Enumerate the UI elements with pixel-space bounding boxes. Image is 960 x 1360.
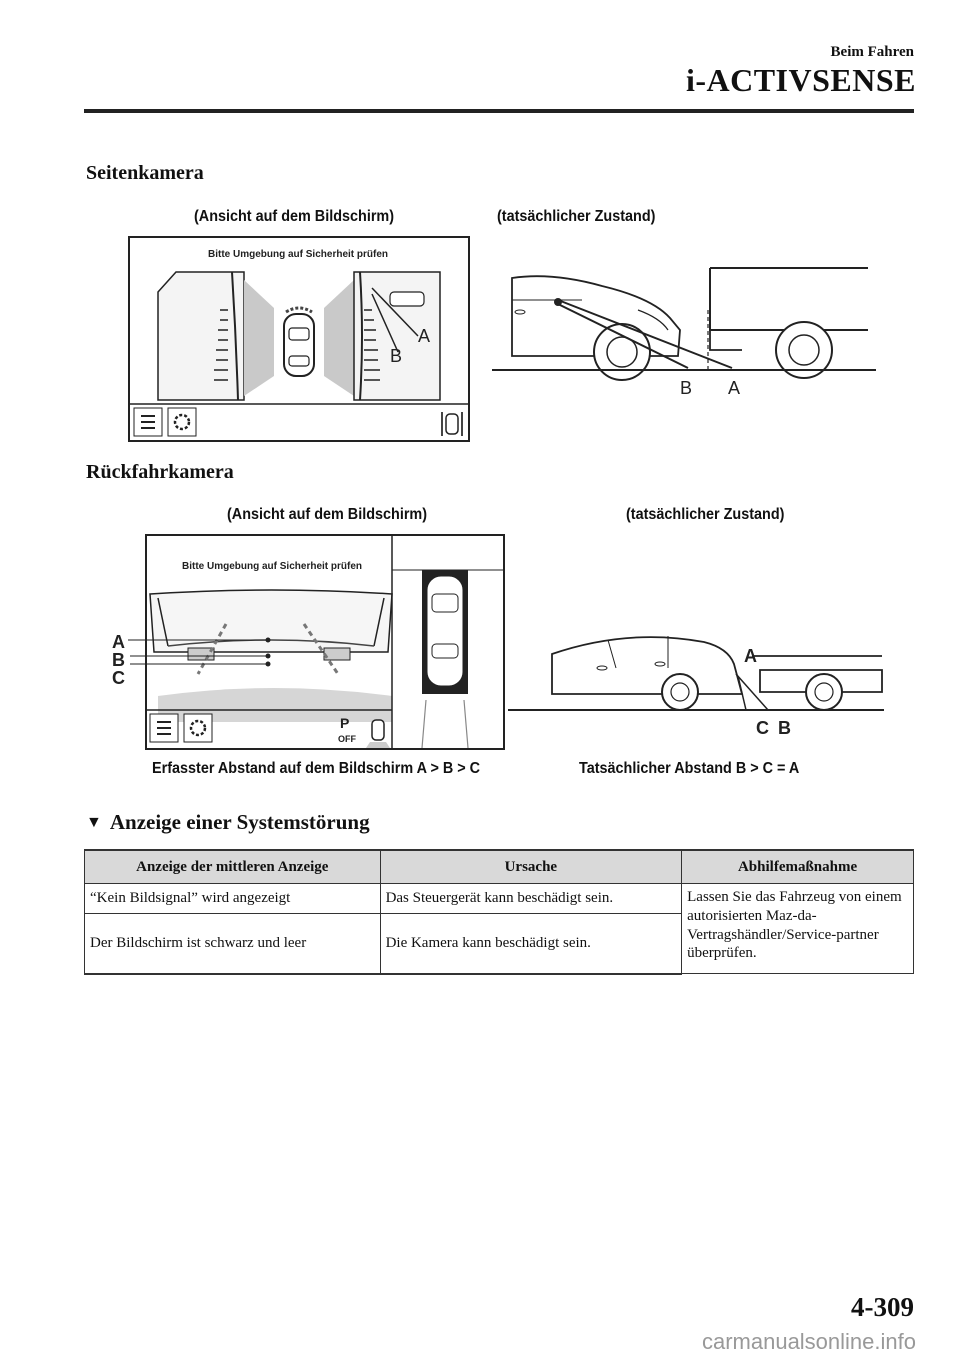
- row-cause-cell: Das Steuergerät kann beschädigt sein.: [380, 884, 682, 914]
- triangle-marker-icon: ▼: [86, 814, 102, 831]
- rear-screen-banner: Bitte Umgebung auf Sicherheit prüfen: [181, 561, 363, 572]
- column-header-remedy: Abhilfemaßnahme: [682, 850, 914, 884]
- side-camera-actual-figure: [492, 260, 876, 400]
- rear-camera-actual-figure: [508, 624, 884, 742]
- column-header-cause: Ursache: [380, 850, 682, 884]
- rear-camera-title: Rückfahrkamera: [86, 461, 234, 483]
- table-row: [85, 884, 914, 914]
- page-number: 4-309: [851, 1292, 914, 1322]
- side-actual-caption: (tatsächlicher Zustand): [497, 208, 656, 225]
- svg-text:P: P: [340, 715, 350, 731]
- side-screen-label-a: A: [418, 326, 431, 346]
- row-display-cell: “Kein Bildsignal” wird angezeigt: [85, 884, 381, 914]
- side-actual-label-b: B: [680, 378, 693, 398]
- rear-screen-off-label: OFF: [338, 734, 356, 744]
- rear-screen-label-c: C: [112, 668, 125, 688]
- row-display-cell: Der Bildschirm ist schwarz und leer: [85, 914, 381, 974]
- rear-screen-distance-note: Erfasster Abstand auf dem Bildschirm A > B > C: [152, 760, 481, 777]
- section-title: i-ACTIVSENSE: [685, 62, 916, 98]
- side-camera-title: Seitenkamera: [86, 162, 204, 184]
- side-screen-label-b: B: [390, 346, 403, 366]
- rear-actual-label-c: C: [756, 718, 769, 738]
- rear-actual-label-b: B: [778, 718, 791, 738]
- table-header-row: [85, 850, 914, 884]
- row-remedy-cell: Lassen Sie das Fahrzeug von einem autorisierten Maz-da-Vertragshändler/Service-partner überprüfen.: [682, 884, 914, 974]
- fault-title-text: Anzeige einer Systemstörung: [109, 810, 370, 834]
- watermark: carmanualsonline.info: [701, 1329, 916, 1354]
- side-actual-label-a: A: [728, 378, 741, 398]
- chapter-title: Beim Fahren: [830, 44, 914, 60]
- rear-screen-caption: (Ansicht auf dem Bildschirm): [227, 506, 428, 523]
- side-camera-screen-figure: [128, 236, 470, 442]
- rear-screen-label-a: A: [112, 632, 125, 652]
- rear-screen-label-b: B: [112, 650, 125, 670]
- rear-actual-distance-note: Tatsächlicher Abstand B > C = A: [579, 760, 800, 777]
- fault-section-title: [86, 810, 370, 835]
- side-screen-caption: (Ansicht auf dem Bildschirm): [194, 208, 395, 225]
- rear-camera-screen-figure: [108, 534, 506, 752]
- rear-actual-label-a: A: [744, 646, 757, 666]
- column-header-display: Anzeige der mittleren Anzeige: [85, 850, 381, 884]
- side-screen-banner: Bitte Umgebung auf Sicherheit prüfen: [207, 249, 389, 260]
- rear-actual-caption: (tatsächlicher Zustand): [626, 506, 785, 523]
- fault-table: [84, 849, 914, 975]
- row-cause-cell: Die Kamera kann beschädigt sein.: [380, 914, 682, 974]
- header-rule: [84, 109, 914, 113]
